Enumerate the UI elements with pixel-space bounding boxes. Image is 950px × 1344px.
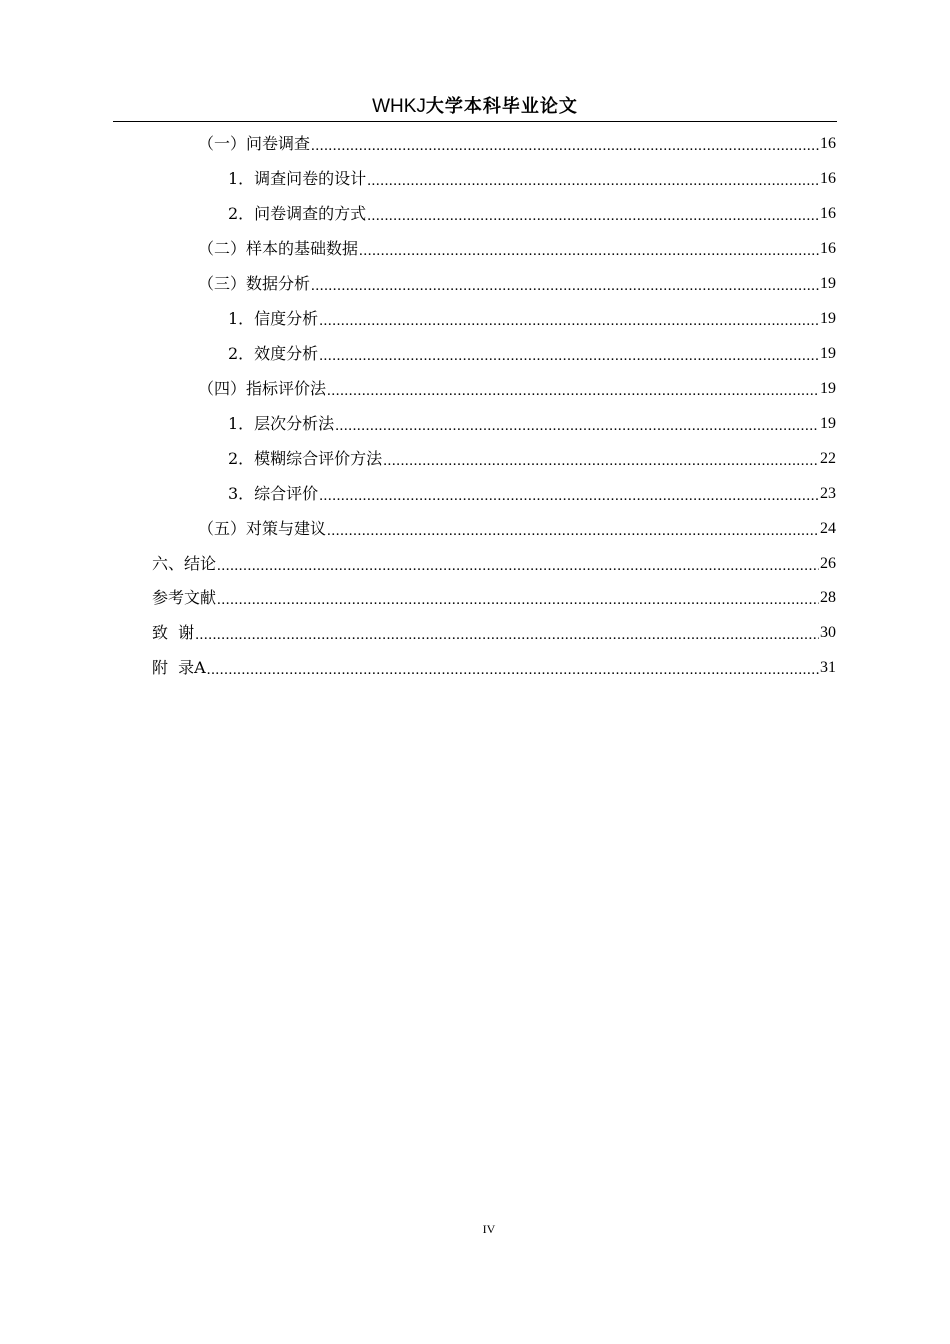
toc-entry-page: 16	[820, 170, 836, 187]
toc-entry-page: 26	[820, 555, 836, 572]
toc-entry-label: （五）对策与建议	[198, 519, 327, 538]
toc-leader-dots	[367, 205, 819, 227]
toc-entry-label: （四）指标评价法	[198, 379, 327, 398]
toc-entry[interactable]	[152, 585, 836, 611]
toc-entry-page: 19	[820, 310, 836, 327]
toc-leader-dots	[335, 415, 819, 437]
toc-entry-page: 19	[820, 345, 836, 362]
toc-entry-label: 参考文献	[152, 588, 217, 607]
toc-entry[interactable]	[228, 166, 836, 192]
toc-leader-dots	[207, 659, 819, 681]
toc-entry-page: 24	[820, 520, 836, 537]
toc-entry-label: （一）问卷调查	[198, 134, 311, 153]
toc-entry[interactable]	[228, 481, 836, 507]
toc-entry-page: 22	[820, 450, 836, 467]
header-title: 大学本科毕业论文	[425, 96, 578, 117]
toc-leader-dots	[319, 345, 819, 367]
toc-entry-page: 23	[820, 485, 836, 502]
toc-leader-dots	[383, 450, 819, 472]
toc-entry-label: 1．调查问卷的设计	[228, 169, 367, 188]
toc-entry[interactable]	[228, 446, 836, 472]
toc-entry-label: 致 谢	[152, 623, 195, 642]
toc-entry-page: 31	[820, 659, 836, 676]
toc-entry-page: 16	[820, 205, 836, 222]
header-rule	[113, 121, 837, 122]
toc-entry-page: 19	[820, 275, 836, 292]
page-footer-number: IV	[482, 1222, 496, 1236]
toc-entry[interactable]	[152, 620, 836, 646]
toc-entry[interactable]	[228, 341, 836, 367]
toc-leader-dots	[217, 589, 819, 611]
toc-entry-label: 1．层次分析法	[228, 414, 335, 433]
toc-leader-dots	[367, 170, 819, 192]
toc-entry-label: 2．问卷调查的方式	[228, 204, 367, 223]
toc-entry-label: 1．信度分析	[228, 309, 319, 328]
toc-entry-label: （三）数据分析	[198, 274, 311, 293]
toc-entry[interactable]	[198, 236, 836, 262]
toc-entry[interactable]	[198, 271, 836, 297]
toc-entry[interactable]	[228, 306, 836, 332]
toc-entry-label: 2．效度分析	[228, 344, 319, 363]
toc-leader-dots	[195, 624, 819, 646]
toc-entry[interactable]	[198, 516, 836, 542]
toc-entry[interactable]	[152, 551, 836, 577]
toc-leader-dots	[311, 135, 819, 157]
toc-entry-label: 附 录A	[152, 658, 206, 677]
toc-entry-page: 30	[820, 624, 836, 641]
toc-entry-page: 16	[820, 135, 836, 152]
toc-leader-dots	[217, 555, 819, 577]
page-header	[113, 93, 837, 120]
toc-entry[interactable]	[198, 376, 836, 402]
toc-entry-label: 3．综合评价	[228, 484, 319, 503]
toc-entry-label: （二）样本的基础数据	[198, 239, 359, 258]
toc-entry[interactable]	[228, 201, 836, 227]
toc-leader-dots	[359, 240, 819, 262]
toc-leader-dots	[327, 520, 819, 542]
toc-leader-dots	[311, 275, 819, 297]
header-school: WHKJ	[372, 96, 426, 117]
toc-entry[interactable]	[228, 411, 836, 437]
toc-leader-dots	[327, 380, 819, 402]
toc-entry-page: 19	[820, 380, 836, 397]
toc-entry-label: 六、结论	[152, 554, 217, 573]
toc-entry-page: 16	[820, 240, 836, 257]
toc-entry[interactable]	[152, 655, 836, 681]
toc-leader-dots	[319, 310, 819, 332]
toc-leader-dots	[319, 485, 819, 507]
toc-entry-page: 19	[820, 415, 836, 432]
toc-entry-page: 28	[820, 589, 836, 606]
toc-entry-label: 2．模糊综合评价方法	[228, 449, 383, 468]
toc-entry[interactable]	[198, 131, 836, 157]
